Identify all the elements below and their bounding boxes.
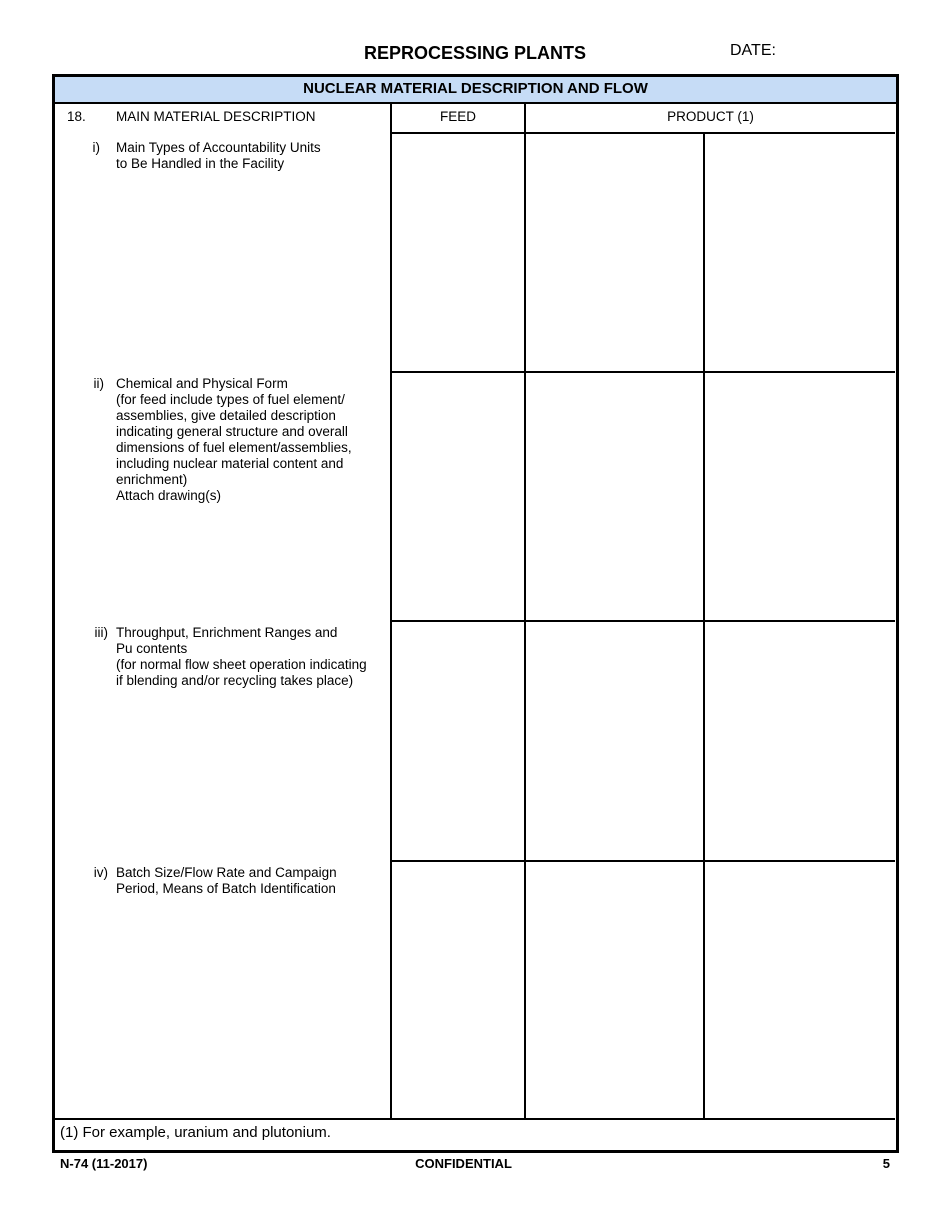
row-numeral: iii) <box>94 625 108 640</box>
product-cell[interactable] <box>705 134 895 371</box>
description-line: assemblies, give detailed description <box>116 408 336 423</box>
description-line: Main Types of Accountability Units <box>116 140 321 155</box>
description-line: Chemical and Physical Form <box>116 376 288 391</box>
description-line: (for feed include types of fuel element/ <box>116 392 345 407</box>
grid-line <box>55 1118 895 1120</box>
description-line: including nuclear material content and <box>116 456 344 471</box>
footnote: (1) For example, uranium and plutonium. <box>60 1124 331 1141</box>
row-description <box>116 865 386 897</box>
product-cell[interactable] <box>705 373 895 620</box>
row-numeral: i) <box>92 140 100 155</box>
row-numeral: ii) <box>93 376 104 391</box>
product-cell[interactable] <box>526 622 703 860</box>
feed-cell[interactable] <box>392 862 524 1118</box>
description-line: (for normal flow sheet operation indicating <box>116 657 367 672</box>
item-number: 18. <box>67 109 86 124</box>
description-line: Throughput, Enrichment Ranges and <box>116 625 338 640</box>
description-line: dimensions of fuel element/assemblies, <box>116 440 352 455</box>
product-column-header: PRODUCT (1) <box>667 109 754 124</box>
date-label: DATE: <box>730 42 776 59</box>
feed-cell[interactable] <box>392 622 524 860</box>
item-label: MAIN MATERIAL DESCRIPTION <box>116 109 316 124</box>
feed-cell[interactable] <box>392 134 524 371</box>
product-cell[interactable] <box>705 862 895 1118</box>
page-title: REPROCESSING PLANTS <box>363 43 587 63</box>
description-line: to Be Handled in the Facility <box>116 156 285 171</box>
feed-cell[interactable] <box>392 373 524 620</box>
description-line: if blending and/or recycling takes place) <box>116 673 354 688</box>
product-cell[interactable] <box>705 622 895 860</box>
form-id: N-74 (11-2017) <box>60 1156 148 1171</box>
product-cell[interactable] <box>526 862 703 1118</box>
product-cell[interactable] <box>526 134 703 371</box>
classification-label: CONFIDENTIAL <box>415 1156 512 1171</box>
section-header: NUCLEAR MATERIAL DESCRIPTION AND FLOW <box>55 77 896 104</box>
page-number: 5 <box>882 1156 890 1171</box>
row-description <box>116 140 386 172</box>
description-line: Batch Size/Flow Rate and Campaign <box>116 865 337 880</box>
description-line: Period, Means of Batch Identification <box>116 881 336 896</box>
row-numeral: iv) <box>93 865 108 880</box>
row-description <box>116 625 386 689</box>
description-line: Pu contents <box>116 641 188 656</box>
description-line: indicating general structure and overall <box>116 424 348 439</box>
feed-column-header: FEED <box>439 109 476 124</box>
description-line: Attach drawing(s) <box>116 488 222 503</box>
product-cell[interactable] <box>526 373 703 620</box>
row-description <box>116 376 386 504</box>
description-line: enrichment) <box>116 472 188 487</box>
